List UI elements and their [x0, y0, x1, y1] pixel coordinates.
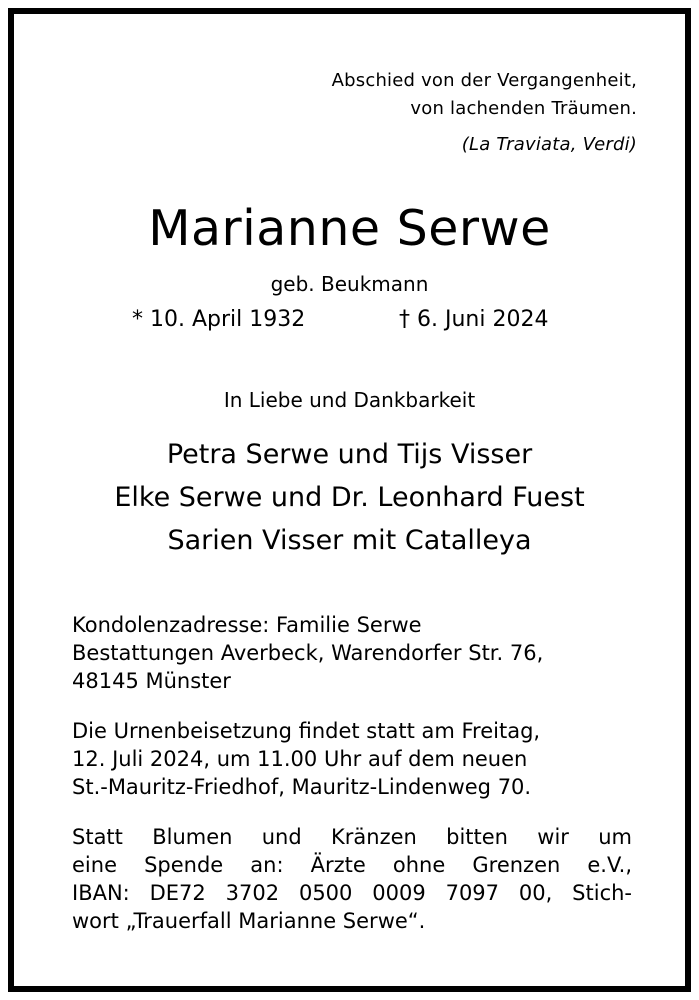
death-date: † 6. Juni 2024 [399, 307, 549, 332]
quote-source: (La Traviata, Verdi) [461, 134, 637, 155]
condolence-address [72, 611, 632, 695]
birth-date: * 10. April 1932 [132, 307, 306, 332]
donation-line: Statt Blumen und Kränzen bitten wir um [72, 825, 632, 849]
condolence-line: Kondolenzadresse: Familie Serwe [72, 613, 422, 637]
condolence-line: 48145 Münster [72, 669, 231, 693]
deceased-name: Marianne Serwe [148, 200, 551, 257]
mourner-line: Elke Serwe und Dr. Leonhard Fuest [114, 482, 585, 513]
mourners-intro: In Liebe und Dankbarkeit [223, 388, 476, 412]
donation-line: IBAN: DE72 3702 0500 0009 7097 00, Stich- [72, 881, 632, 905]
burial-line: 12. Juli 2024, um 11.00 Uhr auf dem neuen [72, 747, 528, 771]
mourner-line: Petra Serwe und Tijs Visser [166, 439, 533, 470]
burial-line: Die Urnenbeisetzung findet statt am Freitag, [72, 719, 541, 743]
mourner-line: Sarien Visser mit Catalleya [167, 525, 532, 556]
born-name: geb. Beukmann [270, 272, 429, 296]
quote-line-2: von lachenden Träumen. [410, 98, 637, 119]
quote-line-1: Abschied von der Vergangenheit, [331, 70, 637, 91]
donation-info [72, 823, 632, 935]
burial-line: St.-Mauritz-Friedhof, Mauritz-Lindenweg 70. [72, 775, 532, 799]
donation-line: eine Spende an: Ärzte ohne Grenzen e.V., [72, 853, 632, 877]
burial-info [72, 717, 632, 801]
obituary-card [8, 8, 691, 992]
donation-line: wort „Trauerfall Marianne Serwe“. [72, 909, 426, 933]
condolence-line: Bestattungen Averbeck, Warendorfer Str. 76, [72, 641, 544, 665]
